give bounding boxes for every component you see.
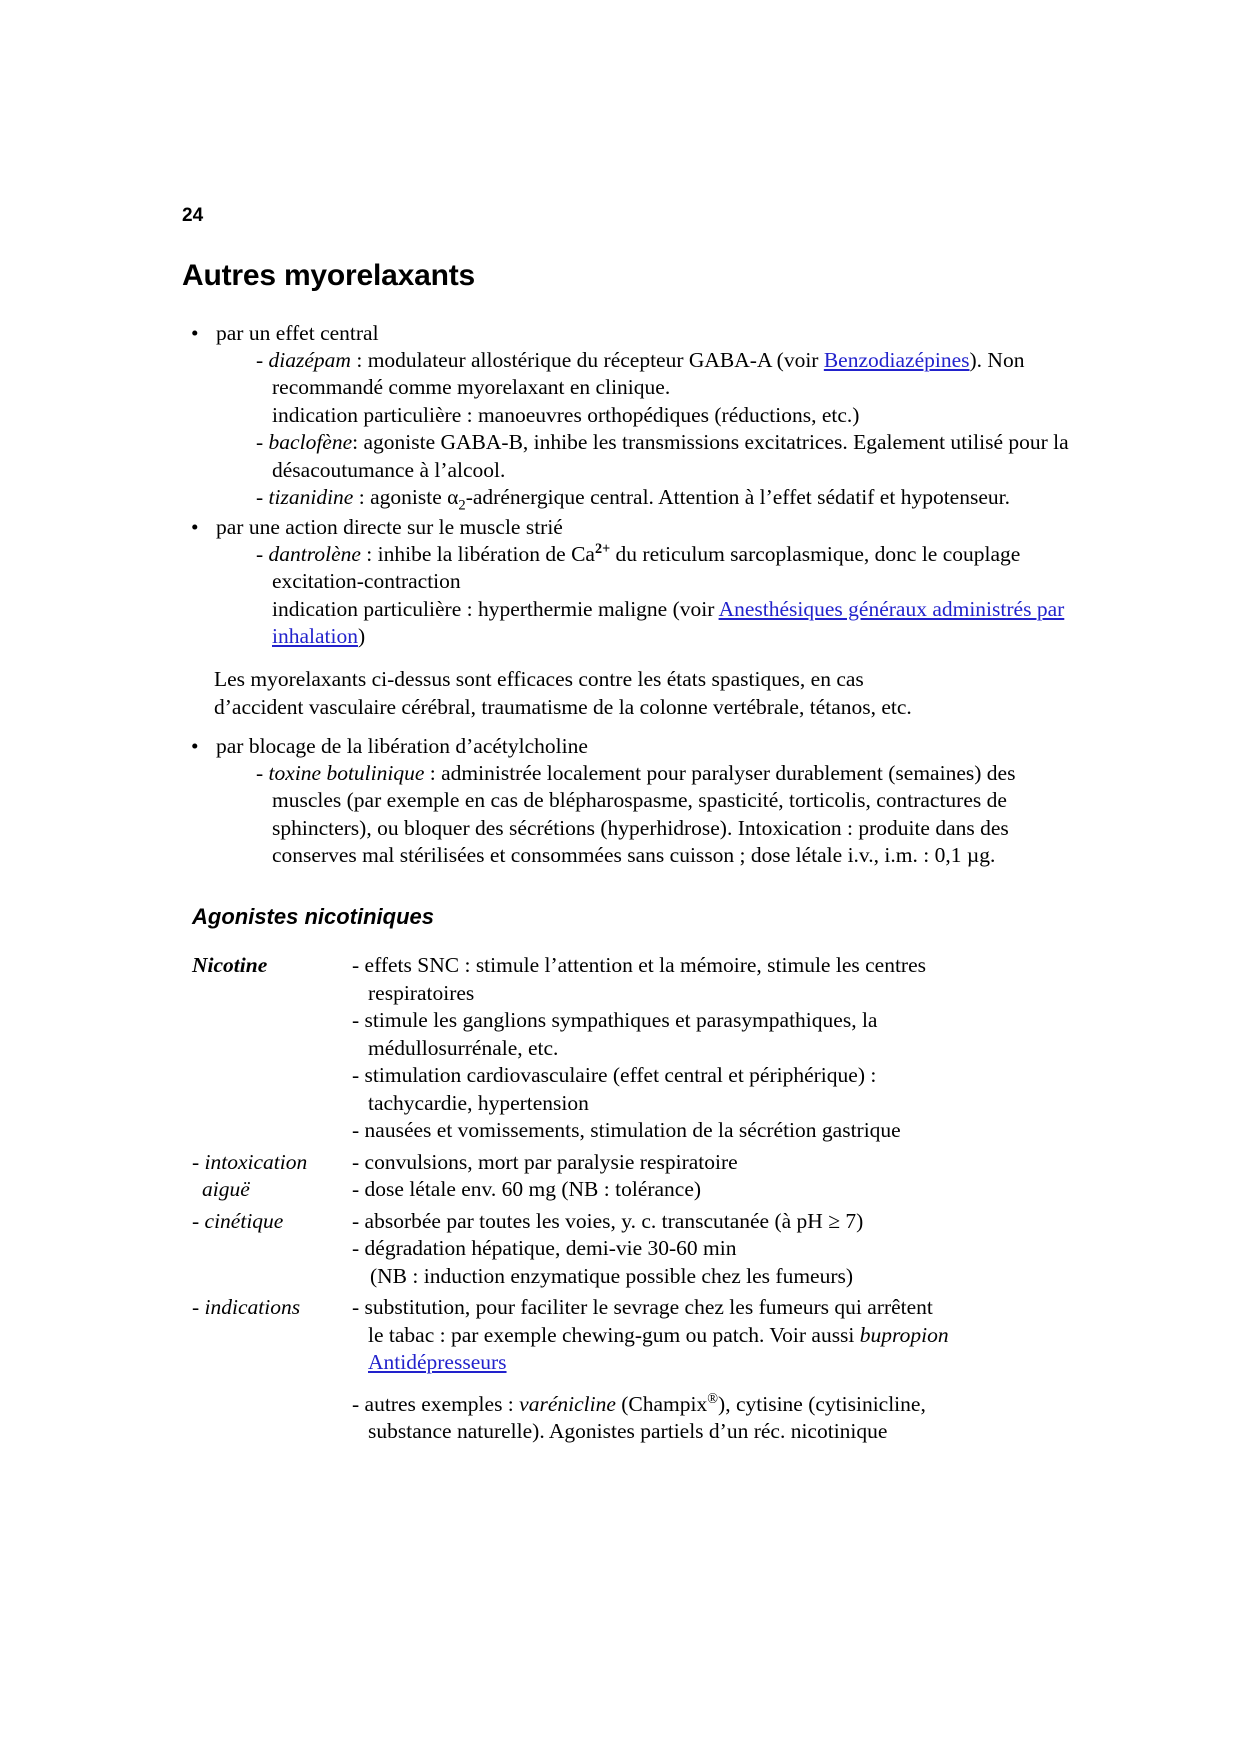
list-item: - effets SNC : stimule l’attention et la mémoire, stimule les centres respiratoires xyxy=(352,953,926,1005)
registered-trademark-icon: ® xyxy=(707,1390,719,1407)
drug-name-baclofene: baclofène xyxy=(268,430,353,455)
row-label-text: Nicotine xyxy=(192,953,268,978)
bullet-label: par blocage de la libération d’acétylcholine xyxy=(216,733,588,758)
list-item-note: (NB : induction enzymatique possible chez les fumeurs) xyxy=(370,1263,854,1288)
indication-text-before-link: indication particulière : hyperthermie maligne (voir xyxy=(272,596,719,621)
sub-item-tizanidine xyxy=(256,484,1082,512)
row-label-text: - indications xyxy=(192,1295,301,1320)
drug-name-varenicline: varénicline xyxy=(519,1391,616,1416)
bullet-action-directe-muscle-strie xyxy=(182,514,1082,541)
list-item xyxy=(352,1391,952,1446)
row-body-nicotine xyxy=(352,948,952,1145)
row-label-intoxication-aigue xyxy=(192,1145,352,1204)
row-label-indications xyxy=(192,1290,352,1446)
table-row xyxy=(192,1290,952,1446)
list-item: - stimulation cardiovasculaire (effet central et périphérique) : tachycardie, hypertension xyxy=(352,1063,877,1115)
tizanidine-text-before-subscript: agoniste α xyxy=(370,485,459,510)
page-number: 24 xyxy=(182,205,204,226)
table-row xyxy=(192,1145,952,1204)
alpha-subscript: 2 xyxy=(458,497,466,514)
bullet-blocage-acetylcholine xyxy=(182,733,1082,760)
bullet-dot-icon: • xyxy=(191,733,199,758)
sub-item-diazepam-indication: indication particulière : manoeuvres orthopédiques (réductions, etc.) xyxy=(272,402,860,427)
link-benzodiazepines[interactable]: Benzodiazépines xyxy=(823,347,970,372)
calcium-superscript: 2+ xyxy=(594,540,611,557)
link-antidepresseurs[interactable]: Antidépresseurs xyxy=(368,1350,507,1375)
dash-marker: - xyxy=(256,760,269,785)
dash-marker: - xyxy=(256,541,269,566)
toxine-botulinique-text: administrée localement pour paralyser durablement (semaines) des muscles (par exemple en cas de blépharospasme, spasticité, torticolis, contractures de sphincters), ou bloquer des sécrétions (hyperhidrose). Intoxication : produite dans des conserves mal stérilisées et consommées sans cuisson ; dose létale i.v., i.m. : 0,1 µg. xyxy=(272,760,1016,868)
list-item xyxy=(352,1294,952,1377)
row-label-text: - cinétique xyxy=(192,1208,284,1233)
bullet-par-un-effet-central xyxy=(182,320,1082,347)
nicotine-table xyxy=(192,948,952,1446)
bullet-dot-icon: • xyxy=(191,320,199,345)
row-body-indications xyxy=(352,1290,952,1446)
list-item: - nausées et vomissements, stimulation de la sécrétion gastrique xyxy=(352,1118,901,1143)
list-item: - absorbée par toutes les voies, y. c. transcutanée (à pH ≥ 7) xyxy=(352,1208,864,1233)
champix-text: (Champix xyxy=(615,1391,708,1416)
dash-marker: - xyxy=(256,485,269,510)
bullet-label: par un effet central xyxy=(216,320,379,345)
drug-name-tizanidine: tizanidine xyxy=(268,485,354,510)
page-content xyxy=(182,205,1082,1446)
table-row xyxy=(192,1204,952,1291)
row-body-intoxication-aigue xyxy=(352,1145,952,1204)
autres-exemples-text: - autres exemples : xyxy=(352,1391,520,1416)
list-item: - dose létale env. 60 mg (NB : tolérance) xyxy=(352,1177,702,1202)
indication-text-after-link: ) xyxy=(357,624,366,649)
dantrolene-text-after-superscript: du reticulum sarcoplasmique, donc le couplage excitation-contraction xyxy=(272,541,1021,594)
separator: : xyxy=(352,430,364,455)
baclofene-text: agoniste GABA-B, inhibe les transmissions excitatrices. Egalement utilisé pour la désacoutumance à l’alcool. xyxy=(272,430,1069,482)
separator: : xyxy=(424,760,442,785)
row-label-cinetique xyxy=(192,1204,352,1291)
dash-marker: - xyxy=(256,347,269,372)
page-title: Autres myorelaxants xyxy=(182,258,475,292)
sub-item-diazepam xyxy=(256,347,1082,402)
row-label-nicotine xyxy=(192,948,352,1145)
list-item: - convulsions, mort par paralysie respiratoire xyxy=(352,1149,738,1174)
section-title-agonistes-nicotiniques: Agonistes nicotiniques xyxy=(192,903,435,929)
drug-name-dantrolene: dantrolène xyxy=(268,541,361,566)
row-label-text: - intoxication xyxy=(192,1149,308,1174)
separator: : xyxy=(360,541,378,566)
drug-name-toxine-botulinique: toxine botulinique xyxy=(268,760,425,785)
cytisine-text: ), cytisine (cytisinicline, substance naturelle). Agonistes partiels d’un réc. nicotinique xyxy=(368,1391,926,1444)
list-item: - stimule les ganglions sympathiques et parasympathiques, la médullosurrénale, etc. xyxy=(352,1008,878,1060)
bullet-dot-icon: • xyxy=(191,514,199,539)
table-row xyxy=(192,948,952,1145)
row-label-text-line2: aiguë xyxy=(202,1177,250,1202)
indications-text: - substitution, pour faciliter le sevrage chez les fumeurs qui arrêtent le tabac : par exemple chewing-gum ou patch. Voir aussi xyxy=(352,1295,933,1347)
tizanidine-text-after-subscript: -adrénergique central. Attention à l’effet sédatif et hypotenseur. xyxy=(465,485,1010,510)
drug-name-bupropion: bupropion xyxy=(859,1322,949,1347)
myorelaxants-summary-paragraph: Les myorelaxants ci-dessus sont efficaces contre les états spastiques, en cas d’accident vasculaire cérébral, traumatisme de la colonne vertébrale, tétanos, etc. xyxy=(214,666,912,719)
sub-item-dantrolene xyxy=(256,541,1082,596)
sub-item-baclofene xyxy=(256,429,1082,484)
bullet-label: par une action directe sur le muscle strié xyxy=(216,514,563,539)
row-body-cinetique xyxy=(352,1204,952,1291)
diazepam-text-after-link: ). Non recommandé comme myorelaxant en clinique. xyxy=(272,347,1025,400)
link-anesthesiques-generaux[interactable]: Anesthésiques généraux administrés par inhalation xyxy=(272,596,1065,649)
sub-item-toxine-botulinique xyxy=(256,760,1082,870)
drug-name-diazepam: diazépam xyxy=(268,347,351,372)
dash-marker: - xyxy=(256,430,269,455)
sub-item-dantrolene-indication xyxy=(272,596,1082,651)
separator: : xyxy=(353,485,371,510)
dantrolene-text-before-superscript: inhibe la libération de Ca xyxy=(377,541,595,566)
diazepam-text-before-link: modulateur allostérique du récepteur GABA-A (voir xyxy=(367,347,824,372)
separator: : xyxy=(350,347,368,372)
list-item: - dégradation hépatique, demi-vie 30-60 min xyxy=(352,1236,737,1261)
